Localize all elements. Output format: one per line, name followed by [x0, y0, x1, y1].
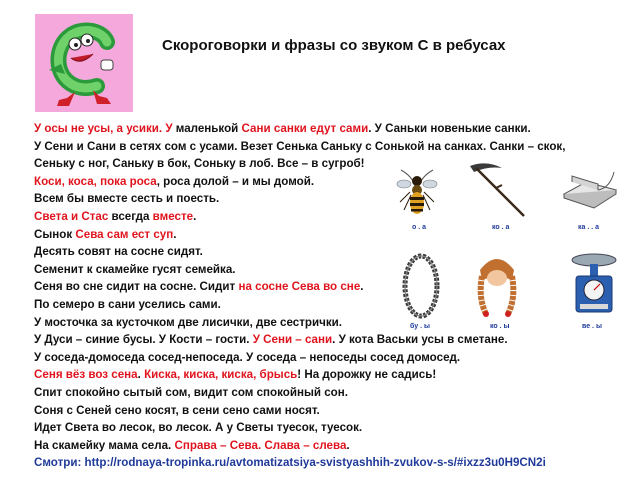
- plain-phrase: , роса долой – и мы домой.: [156, 174, 315, 188]
- highlighted-phrase: на сосне Сева во сне: [238, 280, 361, 294]
- plain-phrase: .: [173, 227, 177, 241]
- highlighted-phrase: У Сени – сани: [252, 333, 333, 347]
- plain-phrase: .: [193, 209, 197, 223]
- rebus-caption-braids: ко . ы: [490, 323, 510, 330]
- text-line: [34, 419, 634, 437]
- plain-phrase: .: [360, 280, 364, 294]
- plain-phrase: Сынок: [34, 227, 76, 241]
- text-line: [34, 138, 634, 156]
- logo-letter-s: [35, 14, 133, 112]
- highlighted-phrase: Сани санки едут сами: [241, 122, 369, 135]
- text-line: [34, 366, 634, 384]
- text-line: [34, 173, 634, 191]
- plain-phrase: всегда: [108, 209, 153, 223]
- rebus-caption-beads: бу . ы: [410, 323, 430, 330]
- plain-phrase: У мосточка за кусточком две лисички, две сестрички.: [34, 315, 343, 329]
- text-line: [34, 296, 634, 314]
- plain-phrase: Семенит к скамейке гусят семейка.: [34, 262, 236, 276]
- text-line: [34, 331, 634, 349]
- letter-s-character-icon: [35, 14, 133, 112]
- text-line: [34, 402, 634, 420]
- plain-phrase: У Сени и Сани в сетях сом с усами. Везет Сенька Саньку с Сонькой на санках. Санки – скок,: [34, 139, 566, 153]
- source-link[interactable]: Смотри: http://rodnaya-tropinka.ru/avtomatizatsiya-svistyashhih-zvukov-s-s/#ixzz3u0H9CN2i: [34, 456, 546, 470]
- plain-phrase: У соседа-домоседа сосед-непоседа. У соседа – непоседы сосед домосед.: [34, 350, 461, 364]
- plain-phrase: . У Саньки новенькие санки.: [368, 122, 531, 135]
- plain-phrase: ! На дорожку не садись!: [297, 368, 437, 382]
- plain-phrase: Соня с Сеней сено косят, в сени сено сами носят.: [34, 403, 320, 417]
- highlighted-phrase: Сеня вёз воз сена: [34, 368, 138, 382]
- highlighted-phrase: Киска, киска, киска, брысь: [144, 368, 298, 382]
- rebus-caption-wasp: о . а: [412, 224, 427, 231]
- text-line: [34, 314, 634, 332]
- highlighted-phrase: вместе: [152, 209, 194, 223]
- plain-phrase: .: [137, 368, 145, 382]
- beads-icon: [398, 250, 444, 322]
- text-line: [34, 261, 634, 279]
- plain-phrase: маленькой: [172, 122, 242, 135]
- text-line: [34, 190, 634, 208]
- plain-phrase: .: [346, 438, 350, 452]
- tongue-twister-list: [34, 120, 634, 472]
- text-line: [34, 384, 634, 402]
- page-title: Скороговорки и фразы со звуком С в ребусах: [162, 37, 506, 54]
- plain-phrase: На скамейку мама села.: [34, 438, 175, 452]
- text-line: [34, 437, 634, 455]
- plain-phrase: Десять совят на сосне сидят.: [34, 245, 203, 259]
- text-line: [34, 349, 634, 367]
- plain-phrase: Спит спокойно сытый сом, видит сом спокойный сон.: [34, 385, 348, 399]
- wasp-icon: [396, 162, 438, 216]
- rebus-caption-scales: ве . ы: [582, 323, 602, 330]
- highlighted-phrase: Справа – Сева. Слава – слева: [174, 438, 347, 452]
- highlighted-phrase: Коси, коса, пока роса: [34, 174, 157, 188]
- plain-phrase: У Дуси – синие бусы. У Кости – гости.: [34, 333, 253, 347]
- text-line: [34, 243, 634, 261]
- plain-phrase: Сеня во сне сидит на сосне. Сидит: [34, 280, 239, 294]
- plain-phrase: Идет Света во лесок, во лесок. А у Светы туесок, туесок.: [34, 421, 363, 435]
- rebus-caption-sled: ка . . а: [578, 224, 600, 231]
- text-line: [34, 155, 634, 173]
- plain-phrase: . У кота Васьки усы в сметане.: [332, 333, 508, 347]
- highlighted-phrase: У осы не усы, а усики. У: [34, 122, 173, 135]
- text-line: [34, 278, 634, 296]
- scales-icon: [566, 252, 622, 316]
- highlighted-phrase: Сева сам ест суп: [75, 227, 174, 241]
- sled-icon: [558, 168, 620, 210]
- plain-phrase: По семеро в сани уселись сами.: [34, 297, 221, 311]
- rebus-caption-scythe: ко . а: [492, 224, 510, 231]
- text-line: [34, 226, 634, 244]
- plain-phrase: Сеньку с ног, Саньку в бок, Соньку в лоб. Все – в сугроб!: [34, 157, 365, 171]
- text-line: [34, 208, 634, 226]
- scythe-icon: [464, 158, 530, 220]
- braids-icon: [472, 250, 522, 318]
- text-line: [34, 120, 634, 138]
- plain-phrase: Всем бы вместе сесть и поесть.: [34, 192, 220, 206]
- highlighted-phrase: Света и Стас: [34, 209, 109, 223]
